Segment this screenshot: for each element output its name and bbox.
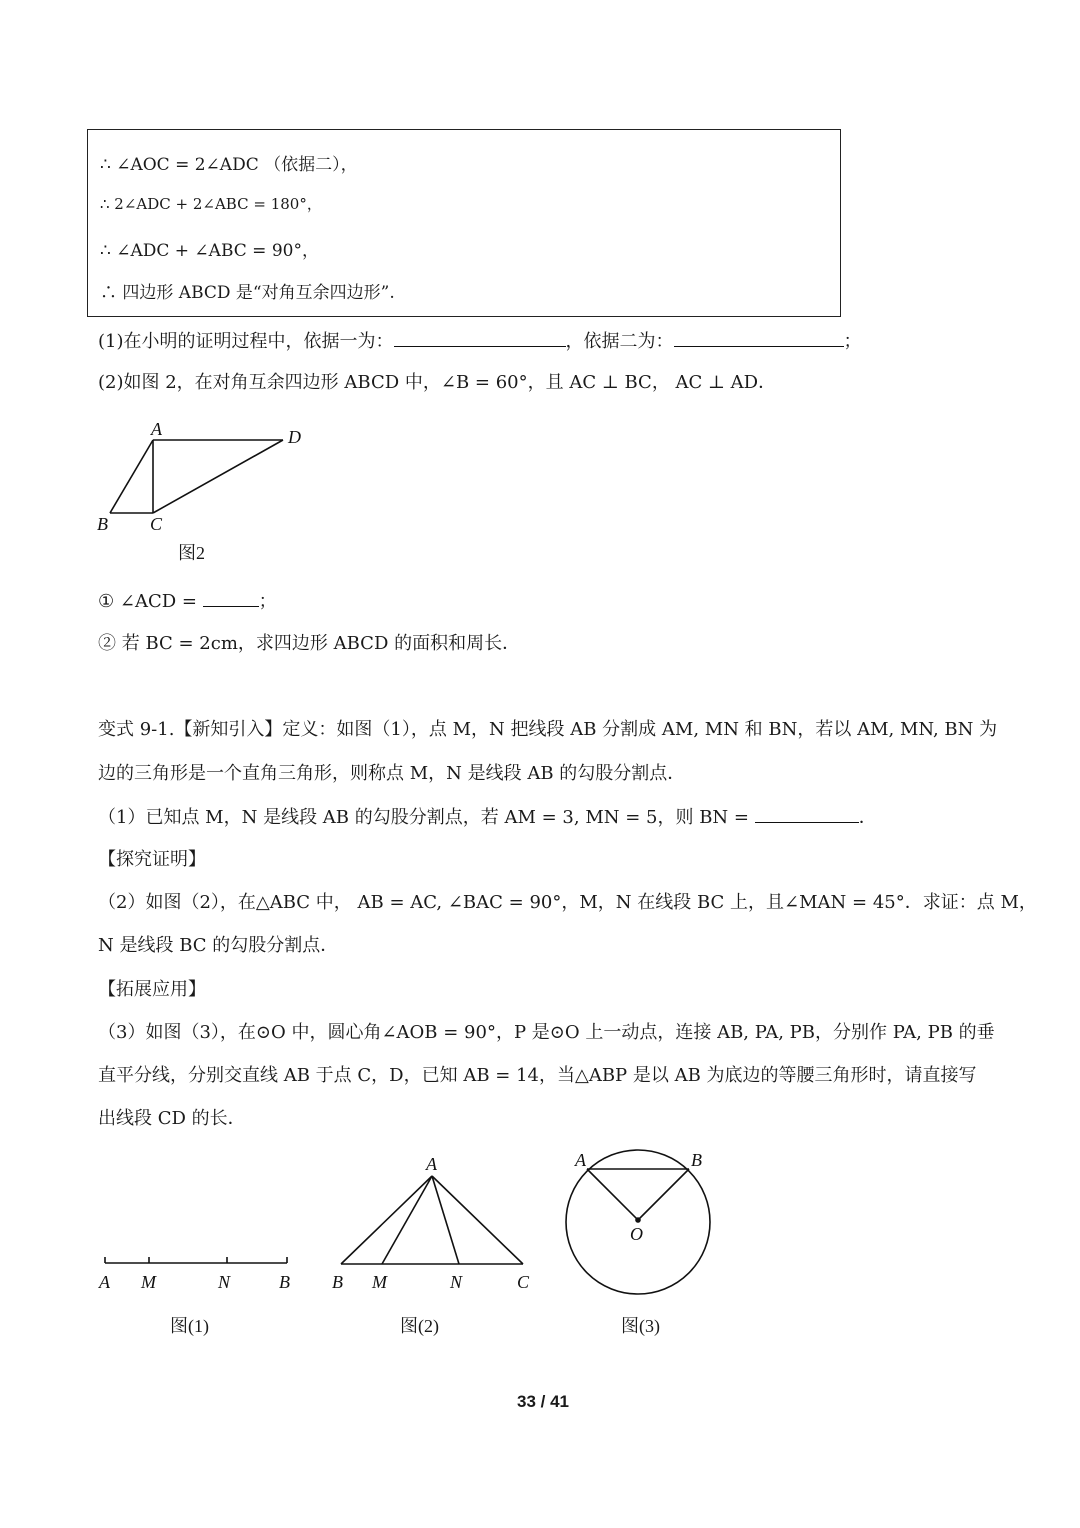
segment-ab — [341, 1176, 432, 1264]
variant-question-3-line-2: 直平分线，分别交直线 AB 于点 C，D，已知 AB = 14，当△ABP 是以 AB 为底边的等腰三角形时，请直接写 — [98, 1065, 977, 1086]
q1-middle: ，依据二为： — [565, 331, 674, 352]
figure-v1-caption: 图(1) — [170, 1316, 209, 1336]
segment-ab — [110, 440, 153, 513]
label-n: N — [450, 1272, 463, 1292]
question-2: (2)如图 2，在对角互余四边形 ABCD 中，∠B = 60°，且 AC ⊥ BC， AC ⊥ AD． — [98, 372, 777, 393]
question-2-sub-2: ② 若 BC = 2cm，求四边形 ABCD 的面积和周长． — [98, 633, 521, 654]
segment-bo — [638, 1169, 689, 1220]
figure-v3 — [560, 1148, 720, 1303]
label-n: N — [218, 1272, 231, 1292]
page-number: 33 / 41 — [517, 1392, 569, 1411]
q2-sub1-prefix: ① ∠ACD = — [98, 591, 203, 612]
variant-line-1: 变式 9-1.【新知引入】定义：如图（1），点 M，N 把线段 AB 分割成 AM, MN 和 BN，若以 AM, MN, BN 为 — [98, 719, 998, 740]
q1-blank-basis-2[interactable] — [674, 330, 844, 347]
question-2-sub-1 — [98, 590, 277, 613]
label-c: C — [150, 514, 163, 534]
proof-line-4: ∴ 四边形 ABCD 是“对角互余四边形”. — [100, 283, 395, 303]
label-d: D — [288, 427, 301, 447]
proof-line-2: ∴ 2∠ADC + 2∠ABC = 180°， — [100, 195, 322, 213]
v-q1-prefix: （1）已知点 M，N 是线段 AB 的勾股分割点，若 AM = 3, MN = 5，则 BN = — [98, 807, 755, 828]
variant-question-3-line-3: 出线段 CD 的长． — [98, 1108, 246, 1129]
variant-question-2-line-2: N 是线段 BC 的勾股分割点． — [98, 935, 339, 956]
q2-sub1-suffix: ； — [258, 591, 277, 612]
heading-proof: 【探究证明】 — [98, 849, 206, 870]
label-b: B — [332, 1272, 343, 1292]
q1-suffix: ； — [843, 331, 862, 352]
center-point — [635, 1217, 641, 1223]
variant-line-2: 边的三角形是一个直角三角形，则称点 M，N 是线段 AB 的勾股分割点． — [98, 763, 686, 784]
q1-blank-basis-1[interactable] — [394, 330, 566, 347]
label-b: B — [279, 1272, 290, 1292]
figure-2-caption: 图2 — [178, 543, 205, 563]
variant-question-2-line-1: （2）如图（2），在△ABC 中， AB = AC, ∠BAC = 90°，M，N 在线段 BC 上，且∠MAN = 45°．求证：点 M， — [98, 892, 1037, 913]
label-m: M — [141, 1272, 156, 1292]
label-m: M — [372, 1272, 387, 1292]
figure-v2-caption: 图(2) — [400, 1316, 439, 1336]
label-c: C — [517, 1272, 530, 1292]
q2-sub1-blank[interactable] — [203, 590, 259, 607]
label-a: A — [151, 419, 162, 439]
v-q1-blank[interactable] — [755, 806, 859, 823]
figure-2 — [90, 415, 320, 575]
segment-am — [382, 1176, 432, 1264]
proof-box — [87, 129, 841, 317]
label-b: B — [691, 1150, 702, 1170]
segment-ao — [587, 1169, 638, 1220]
heading-application: 【拓展应用】 — [98, 979, 206, 1000]
proof-line-3: ∴ ∠ADC + ∠ABC = 90°， — [100, 241, 319, 261]
label-o: O — [630, 1224, 643, 1244]
segment-cd — [153, 440, 283, 513]
label-b: B — [97, 514, 108, 534]
variant-question-1 — [98, 806, 877, 829]
figure-v2 — [325, 1150, 545, 1295]
figure-v3-caption: 图(3) — [621, 1316, 660, 1336]
label-a: A — [575, 1150, 586, 1170]
label-a: A — [426, 1154, 437, 1174]
figure-v1 — [95, 1250, 305, 1300]
variant-question-3-line-1: （3）如图（3），在⊙O 中，圆心角∠AOB = 90°，P 是⊙O 上一动点，连接 AB, PA, PB，分别作 PA, PB 的垂 — [98, 1022, 995, 1043]
question-1 — [98, 330, 862, 353]
v-q1-suffix: ． — [858, 807, 877, 828]
q1-prefix: (1)在小明的证明过程中，依据一为： — [98, 331, 394, 352]
proof-line-1: ∴ ∠AOC = 2∠ADC （依据二）， — [100, 155, 358, 175]
label-a: A — [99, 1272, 110, 1292]
